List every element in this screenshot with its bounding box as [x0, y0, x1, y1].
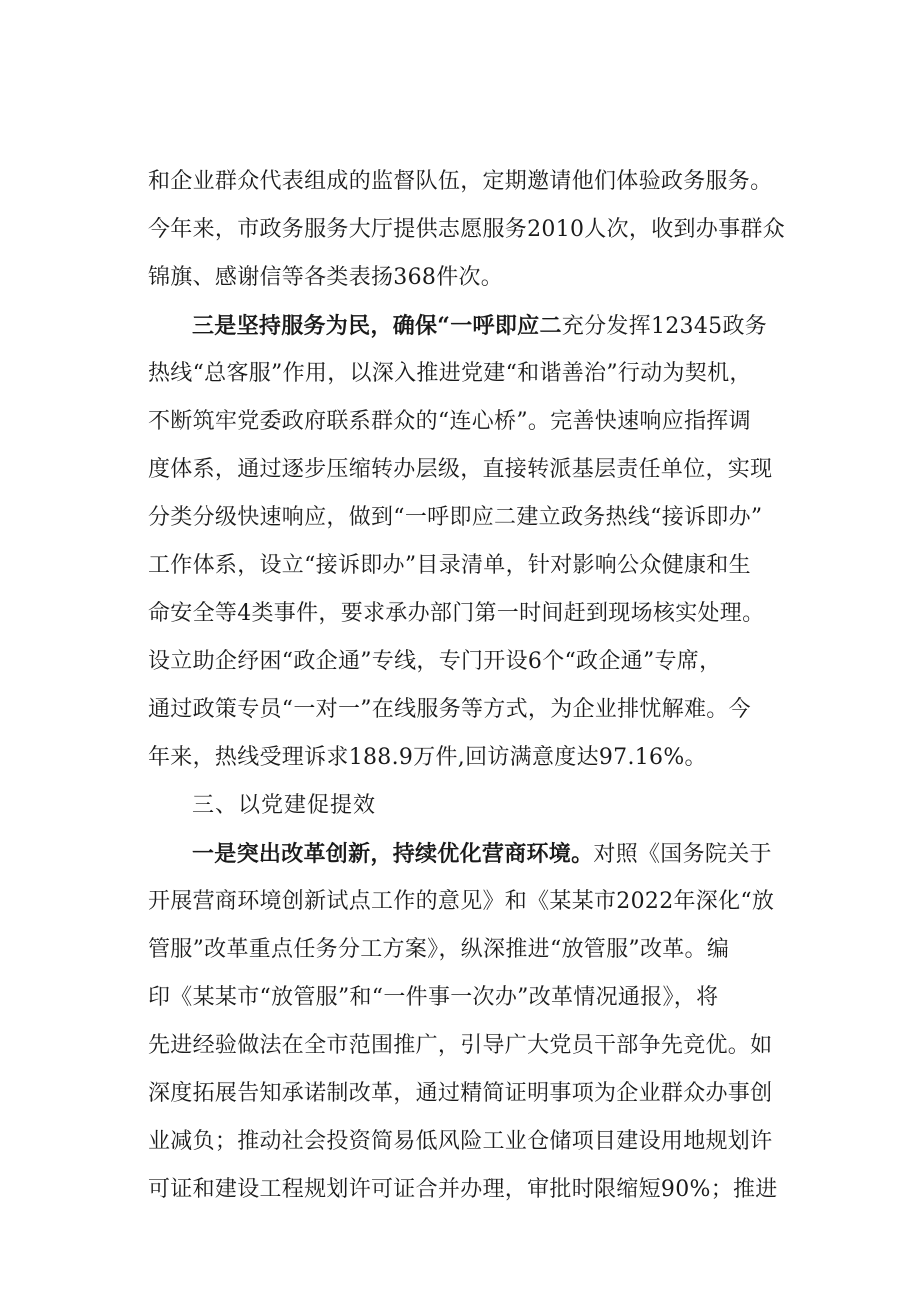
paragraph-1 [148, 158, 798, 302]
text-line: 管服”改革重点任务分工方案》，纵深推进“放管服”改革。编 [148, 937, 730, 962]
text-line: 先进经验做法在全市范围推广，引导广大党员干部争先竞优。如 [148, 1033, 773, 1058]
text-line: 不断筑牢党委政府联系群众的“连心桥”。完善快速响应指挥调 [148, 409, 751, 434]
lead-rest-text: 对照《国务院关于 [593, 842, 772, 867]
text-line: 印《某某市“放管服”和“一件事一次办”改革情况通报》，将 [148, 985, 719, 1010]
text-line: 命安全等4类事件，要求承办部门第一时间赶到现场核实处理。 [148, 601, 765, 626]
text-line: 可证和建设工程规划许可证合并办理，审批时限缩短90%；推进 [148, 1177, 778, 1202]
text-line: 年来，热线受理诉求188.9万件,回访满意度达97.16%。 [148, 745, 707, 770]
text-line: 今年来，市政务服务大厅提供志愿服务2010人次，收到办事群众 [148, 217, 785, 242]
paragraph-3 [148, 830, 798, 1214]
paragraph-2 [148, 302, 798, 782]
text-line: 设立助企纾困“政企通”专线，专门开设6个“政企通”专席， [148, 649, 722, 674]
bold-lead-text: 三是坚持服务为民，确保“一呼即应二 [192, 313, 562, 339]
document-page [148, 158, 798, 1214]
paragraph-first-line [148, 302, 798, 350]
bold-lead-text: 一是突出改革创新，持续优化营商环境。 [192, 841, 594, 867]
lead-rest-text: 充分发挥12345政务 [561, 314, 768, 339]
text-line: 深度拓展告知承诺制改革，通过精简证明事项为企业群众办事创 [148, 1081, 773, 1106]
text-line: 度体系，通过逐步压缩转办层级，直接转派基层责任单位，实现 [148, 457, 773, 482]
text-line: 工作体系，设立“接诉即办”目录清单，针对影响公众健康和生 [148, 553, 751, 578]
text-line: 热线“总客服”作用，以深入推进党建“和谐善治”行动为契机， [148, 361, 752, 386]
paragraph-first-line [148, 830, 798, 878]
text-line: 和企业群众代表组成的监督队伍，定期邀请他们体验政务服务。 [148, 169, 773, 194]
section-heading: 三、以党建促提效 [192, 793, 377, 818]
text-line: 通过政策专员“一对一”在线服务等方式，为企业排忧解难。今 [148, 697, 751, 722]
text-line: 锦旗、感谢信等各类表扬368件次。 [148, 265, 504, 290]
text-line: 开展营商环境创新试点工作的意见》和《某某市2022年深化“放 [148, 889, 775, 914]
text-line: 分类分级快速响应，做到“一呼即应二建立政务热线“接诉即办” [148, 505, 763, 530]
text-line: 业减负；推动社会投资简易低风险工业仓储项目建设用地规划许 [148, 1129, 773, 1154]
